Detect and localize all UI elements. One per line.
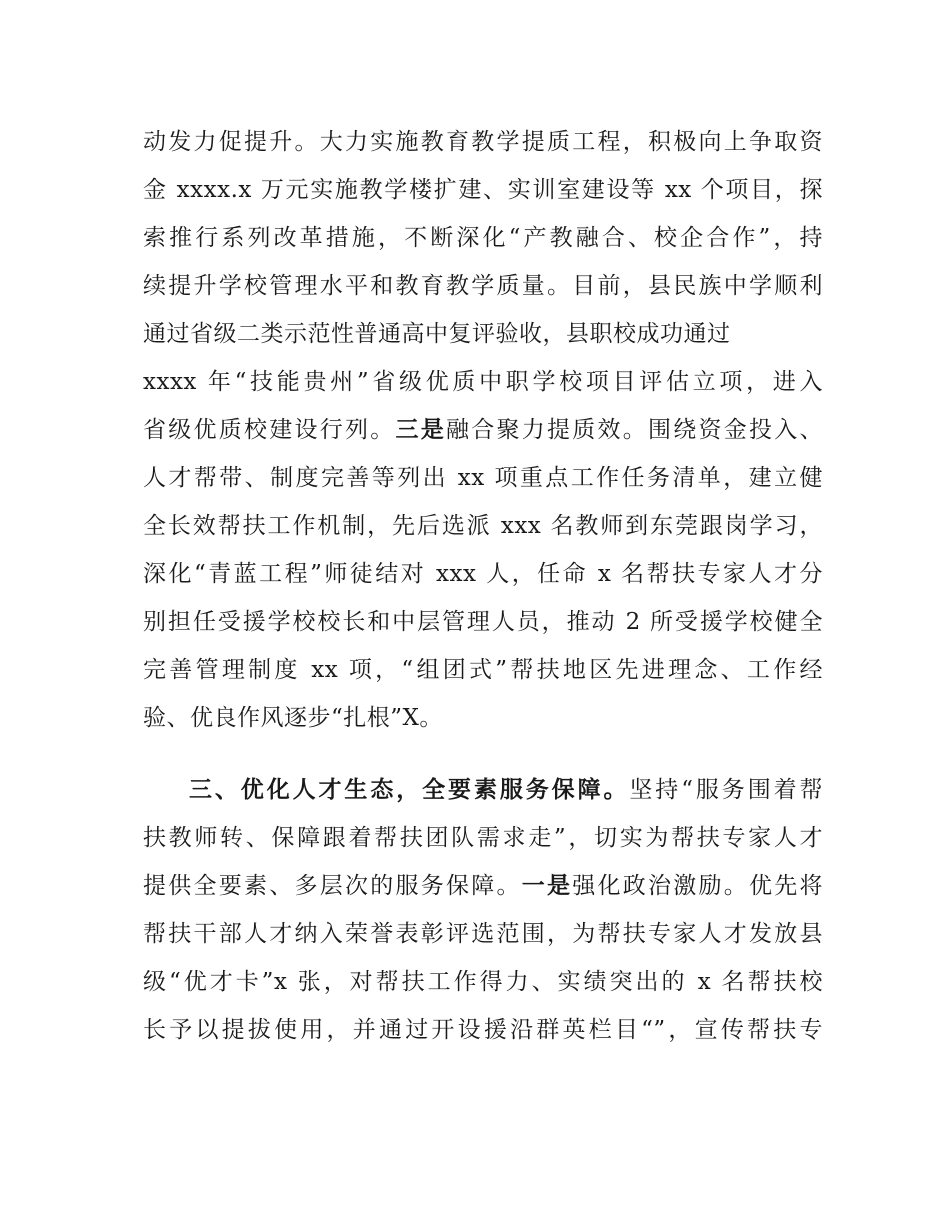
text-line: 金 xxxx.x 万元实施教学楼扩建、实训室建设等 xx 个项目，探 — [143, 177, 823, 203]
text-line: 完善管理制度 xx 项，“组团式”帮扶地区先进理念、工作经 — [143, 657, 823, 683]
section-heading-line — [143, 766, 823, 814]
text-line: xxxx 年“技能贵州”省级优质中职学校项目评估立项，进入 — [143, 369, 823, 395]
text-line: 索推行系列改革措施，不断深化“产教融合、校企合作”，持 — [143, 225, 823, 251]
text-line: 验、优良作风逐步“扎根”X。 — [143, 705, 443, 731]
text-line: 通过省级二类示范性普通高中复评验收，县职校成功通过 — [143, 321, 731, 347]
text-run: 坚持“服务围着帮 — [629, 777, 823, 803]
text-line: 帮扶干部人才纳入荣誉表彰评选范围，为帮扶专家人才发放县 — [143, 921, 823, 947]
text-line: 人才帮带、制度完善等列出 xx 项重点工作任务清单，建立健 — [143, 465, 823, 491]
text-run: 强化政治激励。优先将 — [572, 873, 823, 899]
text-line: 长予以提拔使用，并通过开设援沿群英栏目“”，宣传帮扶专 — [143, 1017, 823, 1043]
text-line: 级“优才卡”x 张，对帮扶工作得力、实绩突出的 x 名帮扶校 — [143, 969, 823, 995]
text-line: 别担任受援学校校长和中层管理人员，推动 2 所受援学校健全 — [143, 609, 823, 635]
emphasis-run: 一是 — [521, 872, 573, 899]
section-heading: 三、优化人才生态，全要素服务保障。 — [189, 776, 630, 803]
text-run: 省级优质校建设行列。 — [143, 417, 396, 443]
body-text — [143, 118, 823, 1054]
text-line: 动发力促提升。大力实施教育教学提质工程，积极向上争取资 — [143, 129, 823, 155]
text-run: 融合聚力提质效。围绕资金投入、 — [446, 417, 823, 443]
text-run: 提供全要素、多层次的服务保障。 — [143, 873, 522, 899]
text-line — [143, 406, 823, 454]
text-line: 全长效帮扶工作机制，先后选派 xxx 名教师到东莞跟岗学习， — [143, 513, 823, 539]
paragraph-gap — [143, 742, 823, 766]
text-line: 续提升学校管理水平和教育教学质量。目前，县民族中学顺利 — [143, 273, 823, 299]
emphasis-run: 三是 — [395, 416, 446, 443]
text-line: 扶教师转、保障跟着帮扶团队需求走”，切实为帮扶专家人才 — [143, 825, 823, 851]
text-line — [143, 862, 823, 910]
text-line: 深化“青蓝工程”师徒结对 xxx 人，任命 x 名帮扶专家人才分 — [143, 561, 823, 587]
